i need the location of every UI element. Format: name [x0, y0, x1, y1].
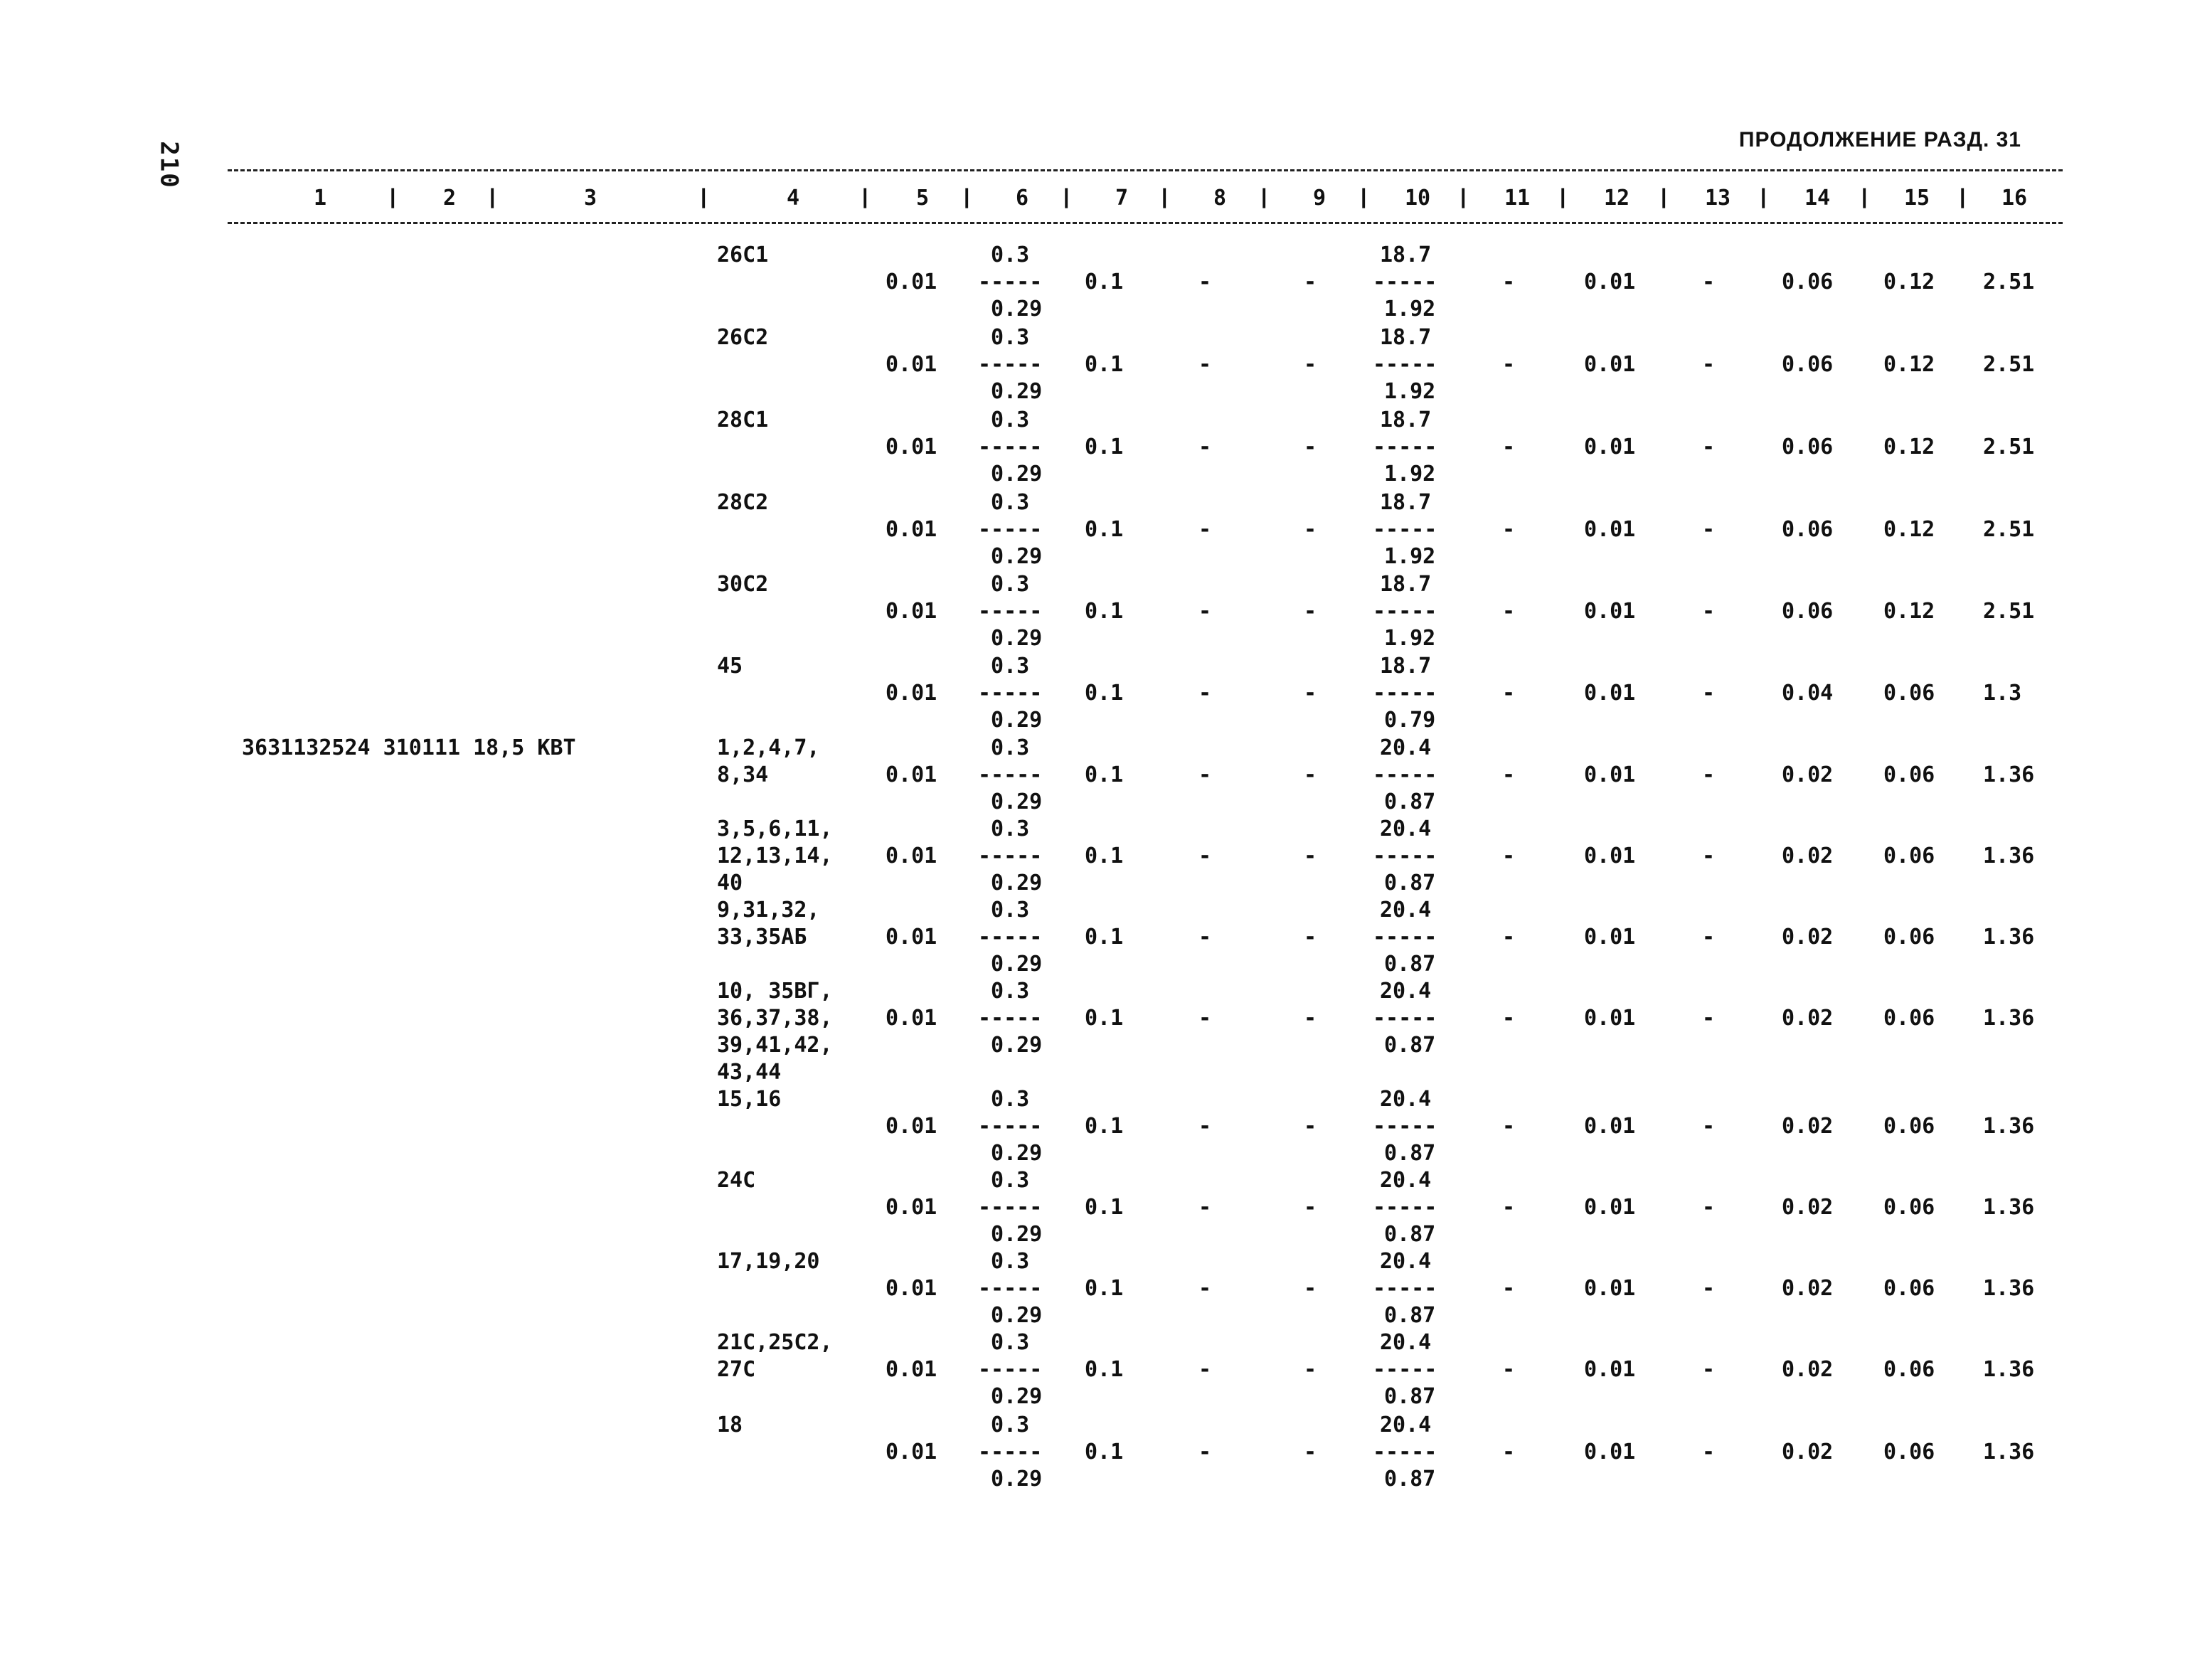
cell-c13: - [1702, 1006, 1716, 1031]
cell-c13: - [1702, 270, 1716, 294]
cell-c8: - [1198, 762, 1212, 787]
fraction-numerator: 20.4 [1380, 735, 1432, 760]
fraction-bar: ----- [1373, 1195, 1437, 1220]
fraction-denominator: 0.87 [1384, 1141, 1436, 1166]
cell-c5: 0.01 [886, 844, 937, 868]
column-separator: | [390, 185, 396, 208]
cell-c11: - [1502, 762, 1516, 787]
cell-c7: 0.1 [1085, 1357, 1124, 1382]
fraction-numerator: 0.3 [991, 572, 1030, 597]
fraction-bar: ----- [978, 1195, 1043, 1220]
column-header-1: 1 [313, 186, 327, 211]
cell-c11: - [1502, 1114, 1516, 1139]
fraction-denominator: 1.92 [1384, 297, 1436, 321]
item-number: 39,41,42, [717, 1033, 833, 1058]
fraction-bar: ----- [1373, 762, 1437, 787]
item-number: 36,37,38, [717, 1006, 833, 1031]
item-number: 17,19,20 [717, 1249, 820, 1274]
fraction-denominator: 0.29 [991, 1033, 1043, 1058]
fraction-denominator: 0.79 [1384, 708, 1436, 733]
fraction-numerator: 20.4 [1380, 898, 1432, 923]
column-header-14: 14 [1804, 186, 1831, 211]
cell-c14: 0.02 [1782, 1114, 1834, 1139]
fraction-bar: ----- [1373, 1114, 1437, 1139]
column-separator: | [701, 185, 707, 208]
item-number: 18 [717, 1413, 743, 1437]
cell-c15: 0.12 [1883, 352, 1935, 377]
cell-c16: 1.36 [1983, 1006, 2035, 1031]
item-number: 27С [717, 1357, 756, 1382]
fraction-bar: ----- [978, 517, 1043, 542]
cell-c11: - [1502, 844, 1516, 868]
fraction-numerator: 18.7 [1380, 325, 1432, 350]
cell-c9: - [1304, 517, 1317, 542]
cell-c5: 0.01 [886, 1114, 937, 1139]
column-separator: | [1861, 185, 1868, 208]
fraction-numerator: 0.3 [991, 408, 1030, 432]
header-top-rule [228, 169, 2063, 171]
fraction-bar: ----- [1373, 681, 1437, 706]
cell-c7: 0.1 [1085, 844, 1124, 868]
cell-c16: 2.51 [1983, 352, 2035, 377]
cell-c11: - [1502, 1195, 1516, 1220]
fraction-denominator: 0.29 [991, 1222, 1043, 1247]
fraction-bar: ----- [978, 844, 1043, 868]
item-number: 40 [717, 871, 743, 895]
column-separator: | [1560, 185, 1566, 208]
fraction-numerator: 20.4 [1380, 817, 1432, 841]
fraction-denominator: 0.87 [1384, 1384, 1436, 1409]
item-number: 1,2,4,7, [717, 735, 820, 760]
cell-c16: 1.36 [1983, 1195, 2035, 1220]
cell-c9: - [1304, 1440, 1317, 1464]
fraction-numerator: 0.3 [991, 654, 1030, 679]
fraction-denominator: 0.87 [1384, 1303, 1436, 1328]
fraction-bar: ----- [978, 270, 1043, 294]
cell-c12: 0.01 [1584, 435, 1636, 459]
item-number: 10, 35ВГ, [717, 979, 833, 1004]
cell-c12: 0.01 [1584, 844, 1636, 868]
cell-c8: - [1198, 925, 1212, 950]
cell-c11: - [1502, 681, 1516, 706]
fraction-denominator: 0.29 [991, 790, 1043, 814]
fraction-numerator: 20.4 [1380, 979, 1432, 1004]
cell-c13: - [1702, 1357, 1716, 1382]
cell-c8: - [1198, 1006, 1212, 1031]
cell-c16: 2.51 [1983, 435, 2035, 459]
cell-c7: 0.1 [1085, 1006, 1124, 1031]
cell-c13: - [1702, 352, 1716, 377]
cell-c12: 0.01 [1584, 925, 1636, 950]
fraction-bar: ----- [978, 1357, 1043, 1382]
fraction-numerator: 0.3 [991, 325, 1030, 350]
fraction-bar: ----- [1373, 1440, 1437, 1464]
column-separator: | [489, 185, 496, 208]
cell-c5: 0.01 [886, 435, 937, 459]
item-number: 24С [717, 1168, 756, 1193]
cell-c8: - [1198, 270, 1212, 294]
cell-c5: 0.01 [886, 925, 937, 950]
cell-c7: 0.1 [1085, 762, 1124, 787]
item-number: 12,13,14, [717, 844, 833, 868]
fraction-denominator: 0.87 [1384, 790, 1436, 814]
cell-c13: - [1702, 1114, 1716, 1139]
cell-c7: 0.1 [1085, 352, 1124, 377]
cell-c12: 0.01 [1584, 1195, 1636, 1220]
cell-c12: 0.01 [1584, 270, 1636, 294]
fraction-bar: ----- [1373, 435, 1437, 459]
column-header-6: 6 [1015, 186, 1029, 211]
cell-c7: 0.1 [1085, 1114, 1124, 1139]
cell-c16: 1.36 [1983, 844, 2035, 868]
cell-c5: 0.01 [886, 762, 937, 787]
item-number: 9,31,32, [717, 898, 820, 923]
cell-c12: 0.01 [1584, 599, 1636, 624]
cell-c7: 0.1 [1085, 925, 1124, 950]
fraction-bar: ----- [978, 1276, 1043, 1301]
cell-c15: 0.06 [1883, 1357, 1935, 1382]
cell-c11: - [1502, 925, 1516, 950]
item-number: 21С,25С2, [717, 1330, 833, 1355]
cell-c9: - [1304, 1006, 1317, 1031]
fraction-denominator: 0.29 [991, 1303, 1043, 1328]
column-header-12: 12 [1603, 186, 1630, 211]
cell-c5: 0.01 [886, 1276, 937, 1301]
cell-c16: 1.36 [1983, 1357, 2035, 1382]
fraction-bar: ----- [978, 352, 1043, 377]
cell-c13: - [1702, 1276, 1716, 1301]
cell-c13: - [1702, 599, 1716, 624]
cell-c14: 0.02 [1782, 925, 1834, 950]
cell-c16: 2.51 [1983, 517, 2035, 542]
cell-c15: 0.12 [1883, 517, 1935, 542]
cell-c11: - [1502, 599, 1516, 624]
item-number: 45 [717, 654, 743, 679]
cell-c15: 0.06 [1883, 844, 1935, 868]
cell-c8: - [1198, 517, 1212, 542]
cell-c13: - [1702, 762, 1716, 787]
cell-c14: 0.06 [1782, 270, 1834, 294]
cell-c8: - [1198, 599, 1212, 624]
cell-c5: 0.01 [886, 517, 937, 542]
fraction-numerator: 18.7 [1380, 654, 1432, 679]
fraction-denominator: 0.29 [991, 1467, 1043, 1492]
fraction-numerator: 20.4 [1380, 1413, 1432, 1437]
fraction-numerator: 20.4 [1380, 1168, 1432, 1193]
fraction-numerator: 0.3 [991, 898, 1030, 923]
item-number: 43,44 [717, 1060, 782, 1085]
fraction-denominator: 0.87 [1384, 1033, 1436, 1058]
cell-c14: 0.02 [1782, 1195, 1834, 1220]
cell-c14: 0.04 [1782, 681, 1834, 706]
cell-c8: - [1198, 1357, 1212, 1382]
fraction-numerator: 18.7 [1380, 408, 1432, 432]
column-separator: | [862, 185, 868, 208]
item-number: 33,35АБ [717, 925, 807, 950]
cell-c7: 0.1 [1085, 681, 1124, 706]
fraction-bar: ----- [1373, 1276, 1437, 1301]
cell-c9: - [1304, 681, 1317, 706]
item-number: 30С2 [717, 572, 769, 597]
column-separator: | [1161, 185, 1168, 208]
cell-c14: 0.06 [1782, 599, 1834, 624]
column-header-5: 5 [915, 186, 930, 211]
cell-c15: 0.06 [1883, 681, 1935, 706]
cell-c15: 0.12 [1883, 435, 1935, 459]
cell-c7: 0.1 [1085, 599, 1124, 624]
code-label: 3631132524 310111 18,5 КВТ [242, 735, 576, 760]
cell-c14: 0.02 [1782, 1357, 1834, 1382]
fraction-denominator: 0.29 [991, 297, 1043, 321]
cell-c15: 0.06 [1883, 1006, 1935, 1031]
fraction-bar: ----- [978, 925, 1043, 950]
column-header-8: 8 [1213, 186, 1227, 211]
item-number: 8,34 [717, 762, 769, 787]
fraction-denominator: 1.92 [1384, 544, 1436, 569]
column-separator: | [1261, 185, 1267, 208]
fraction-denominator: 0.29 [991, 544, 1043, 569]
column-separator: | [1661, 185, 1667, 208]
cell-c13: - [1702, 844, 1716, 868]
cell-c12: 0.01 [1584, 1357, 1636, 1382]
cell-c5: 0.01 [886, 1440, 937, 1464]
cell-c9: - [1304, 1195, 1317, 1220]
fraction-numerator: 0.3 [991, 735, 1030, 760]
fraction-denominator: 0.29 [991, 626, 1043, 651]
cell-c16: 1.36 [1983, 762, 2035, 787]
cell-c13: - [1702, 435, 1716, 459]
cell-c11: - [1502, 1357, 1516, 1382]
fraction-numerator: 18.7 [1380, 572, 1432, 597]
cell-c8: - [1198, 1440, 1212, 1464]
cell-c12: 0.01 [1584, 1006, 1636, 1031]
column-header-11: 11 [1504, 186, 1531, 211]
fraction-numerator: 0.3 [991, 243, 1030, 267]
fraction-bar: ----- [978, 1114, 1043, 1139]
cell-c12: 0.01 [1584, 1114, 1636, 1139]
column-header-3: 3 [583, 186, 597, 211]
fraction-numerator: 0.3 [991, 1168, 1030, 1193]
fraction-denominator: 0.29 [991, 952, 1043, 977]
cell-c15: 0.06 [1883, 925, 1935, 950]
fraction-denominator: 0.29 [991, 871, 1043, 895]
fraction-numerator: 0.3 [991, 490, 1030, 515]
cell-c14: 0.02 [1782, 1006, 1834, 1031]
cell-c5: 0.01 [886, 599, 937, 624]
fraction-bar: ----- [1373, 270, 1437, 294]
column-header-7: 7 [1115, 186, 1129, 211]
cell-c15: 0.06 [1883, 1195, 1935, 1220]
cell-c11: - [1502, 270, 1516, 294]
cell-c7: 0.1 [1085, 1276, 1124, 1301]
cell-c11: - [1502, 1006, 1516, 1031]
column-header-10: 10 [1404, 186, 1431, 211]
cell-c13: - [1702, 681, 1716, 706]
fraction-bar: ----- [1373, 352, 1437, 377]
column-header-2: 2 [442, 186, 457, 211]
cell-c16: 1.36 [1983, 1114, 2035, 1139]
item-number: 28С1 [717, 408, 769, 432]
cell-c11: - [1502, 1440, 1516, 1464]
fraction-bar: ----- [978, 1440, 1043, 1464]
item-number: 15,16 [717, 1087, 782, 1112]
cell-c15: 0.06 [1883, 1276, 1935, 1301]
column-separator: | [964, 185, 970, 208]
fraction-denominator: 1.92 [1384, 626, 1436, 651]
cell-c9: - [1304, 1114, 1317, 1139]
cell-c5: 0.01 [886, 270, 937, 294]
cell-c9: - [1304, 435, 1317, 459]
fraction-denominator: 0.29 [991, 1384, 1043, 1409]
cell-c8: - [1198, 435, 1212, 459]
cell-c12: 0.01 [1584, 1276, 1636, 1301]
cell-c11: - [1502, 435, 1516, 459]
fraction-bar: ----- [1373, 1006, 1437, 1031]
cell-c15: 0.06 [1883, 1440, 1935, 1464]
column-header-13: 13 [1704, 186, 1731, 211]
cell-c13: - [1702, 517, 1716, 542]
column-header-9: 9 [1312, 186, 1327, 211]
cell-c14: 0.06 [1782, 352, 1834, 377]
cell-c16: 2.51 [1983, 599, 2035, 624]
cell-c8: - [1198, 352, 1212, 377]
item-number: 28С2 [717, 490, 769, 515]
column-separator: | [1760, 185, 1767, 208]
cell-c8: - [1198, 1114, 1212, 1139]
column-separator: | [1460, 185, 1467, 208]
fraction-denominator: 0.87 [1384, 871, 1436, 895]
cell-c15: 0.06 [1883, 1114, 1935, 1139]
cell-c14: 0.06 [1782, 517, 1834, 542]
fraction-bar: ----- [978, 599, 1043, 624]
fraction-denominator: 0.29 [991, 1141, 1043, 1166]
cell-c13: - [1702, 1195, 1716, 1220]
fraction-bar: ----- [1373, 925, 1437, 950]
fraction-bar: ----- [1373, 844, 1437, 868]
cell-c13: - [1702, 925, 1716, 950]
cell-c7: 0.1 [1085, 517, 1124, 542]
cell-c16: 2.51 [1983, 270, 2035, 294]
cell-c9: - [1304, 352, 1317, 377]
fraction-numerator: 0.3 [991, 979, 1030, 1004]
cell-c16: 1.36 [1983, 925, 2035, 950]
fraction-bar: ----- [1373, 1357, 1437, 1382]
cell-c8: - [1198, 844, 1212, 868]
cell-c5: 0.01 [886, 1195, 937, 1220]
cell-c13: - [1702, 1440, 1716, 1464]
item-number: 26С1 [717, 243, 769, 267]
cell-c5: 0.01 [886, 1006, 937, 1031]
cell-c7: 0.1 [1085, 435, 1124, 459]
fraction-numerator: 18.7 [1380, 243, 1432, 267]
cell-c8: - [1198, 1276, 1212, 1301]
cell-c14: 0.02 [1782, 844, 1834, 868]
fraction-denominator: 0.87 [1384, 1467, 1436, 1492]
fraction-denominator: 0.29 [991, 379, 1043, 404]
cell-c7: 0.1 [1085, 1440, 1124, 1464]
cell-c14: 0.02 [1782, 1440, 1834, 1464]
header-bottom-rule [228, 222, 2063, 224]
column-separator: | [1361, 185, 1367, 208]
cell-c11: - [1502, 1276, 1516, 1301]
fraction-denominator: 0.29 [991, 708, 1043, 733]
cell-c14: 0.06 [1782, 435, 1834, 459]
fraction-numerator: 0.3 [991, 1413, 1030, 1437]
cell-c9: - [1304, 762, 1317, 787]
fraction-denominator: 1.92 [1384, 379, 1436, 404]
fraction-denominator: 1.92 [1384, 462, 1436, 487]
fraction-denominator: 0.29 [991, 462, 1043, 487]
section-title: ПРОДОЛЖЕНИЕ РАЗД. 31 [1738, 128, 2021, 151]
fraction-bar: ----- [1373, 517, 1437, 542]
column-separator: | [1063, 185, 1070, 208]
fraction-denominator: 0.87 [1384, 952, 1436, 977]
fraction-numerator: 0.3 [991, 1087, 1030, 1112]
cell-c9: - [1304, 1276, 1317, 1301]
cell-c14: 0.02 [1782, 1276, 1834, 1301]
cell-c9: - [1304, 270, 1317, 294]
fraction-numerator: 20.4 [1380, 1087, 1432, 1112]
cell-c5: 0.01 [886, 681, 937, 706]
cell-c14: 0.02 [1782, 762, 1834, 787]
cell-c9: - [1304, 599, 1317, 624]
fraction-denominator: 0.87 [1384, 1222, 1436, 1247]
cell-c7: 0.1 [1085, 1195, 1124, 1220]
fraction-numerator: 18.7 [1380, 490, 1432, 515]
cell-c15: 0.12 [1883, 599, 1935, 624]
cell-c12: 0.01 [1584, 1440, 1636, 1464]
cell-c12: 0.01 [1584, 681, 1636, 706]
column-header-4: 4 [786, 186, 800, 211]
cell-c9: - [1304, 1357, 1317, 1382]
cell-c11: - [1502, 352, 1516, 377]
fraction-numerator: 20.4 [1380, 1330, 1432, 1355]
page-number: 210 [154, 141, 184, 189]
fraction-numerator: 0.3 [991, 817, 1030, 841]
item-number: 3,5,6,11, [717, 817, 833, 841]
cell-c9: - [1304, 925, 1317, 950]
cell-c16: 1.3 [1983, 681, 2022, 706]
column-header-15: 15 [1903, 186, 1930, 211]
fraction-numerator: 0.3 [991, 1330, 1030, 1355]
fraction-numerator: 20.4 [1380, 1249, 1432, 1274]
cell-c11: - [1502, 517, 1516, 542]
cell-c15: 0.12 [1883, 270, 1935, 294]
cell-c8: - [1198, 1195, 1212, 1220]
cell-c16: 1.36 [1983, 1440, 2035, 1464]
cell-c7: 0.1 [1085, 270, 1124, 294]
fraction-bar: ----- [978, 1006, 1043, 1031]
cell-c15: 0.06 [1883, 762, 1935, 787]
item-number: 26С2 [717, 325, 769, 350]
cell-c8: - [1198, 681, 1212, 706]
column-header-16: 16 [2001, 186, 2028, 211]
cell-c16: 1.36 [1983, 1276, 2035, 1301]
cell-c12: 0.01 [1584, 517, 1636, 542]
cell-c5: 0.01 [886, 1357, 937, 1382]
cell-c12: 0.01 [1584, 352, 1636, 377]
fraction-bar: ----- [978, 435, 1043, 459]
cell-c5: 0.01 [886, 352, 937, 377]
cell-c9: - [1304, 844, 1317, 868]
fraction-bar: ----- [1373, 599, 1437, 624]
cell-c12: 0.01 [1584, 762, 1636, 787]
column-separator: | [1960, 185, 1966, 208]
fraction-bar: ----- [978, 681, 1043, 706]
fraction-numerator: 0.3 [991, 1249, 1030, 1274]
fraction-bar: ----- [978, 762, 1043, 787]
